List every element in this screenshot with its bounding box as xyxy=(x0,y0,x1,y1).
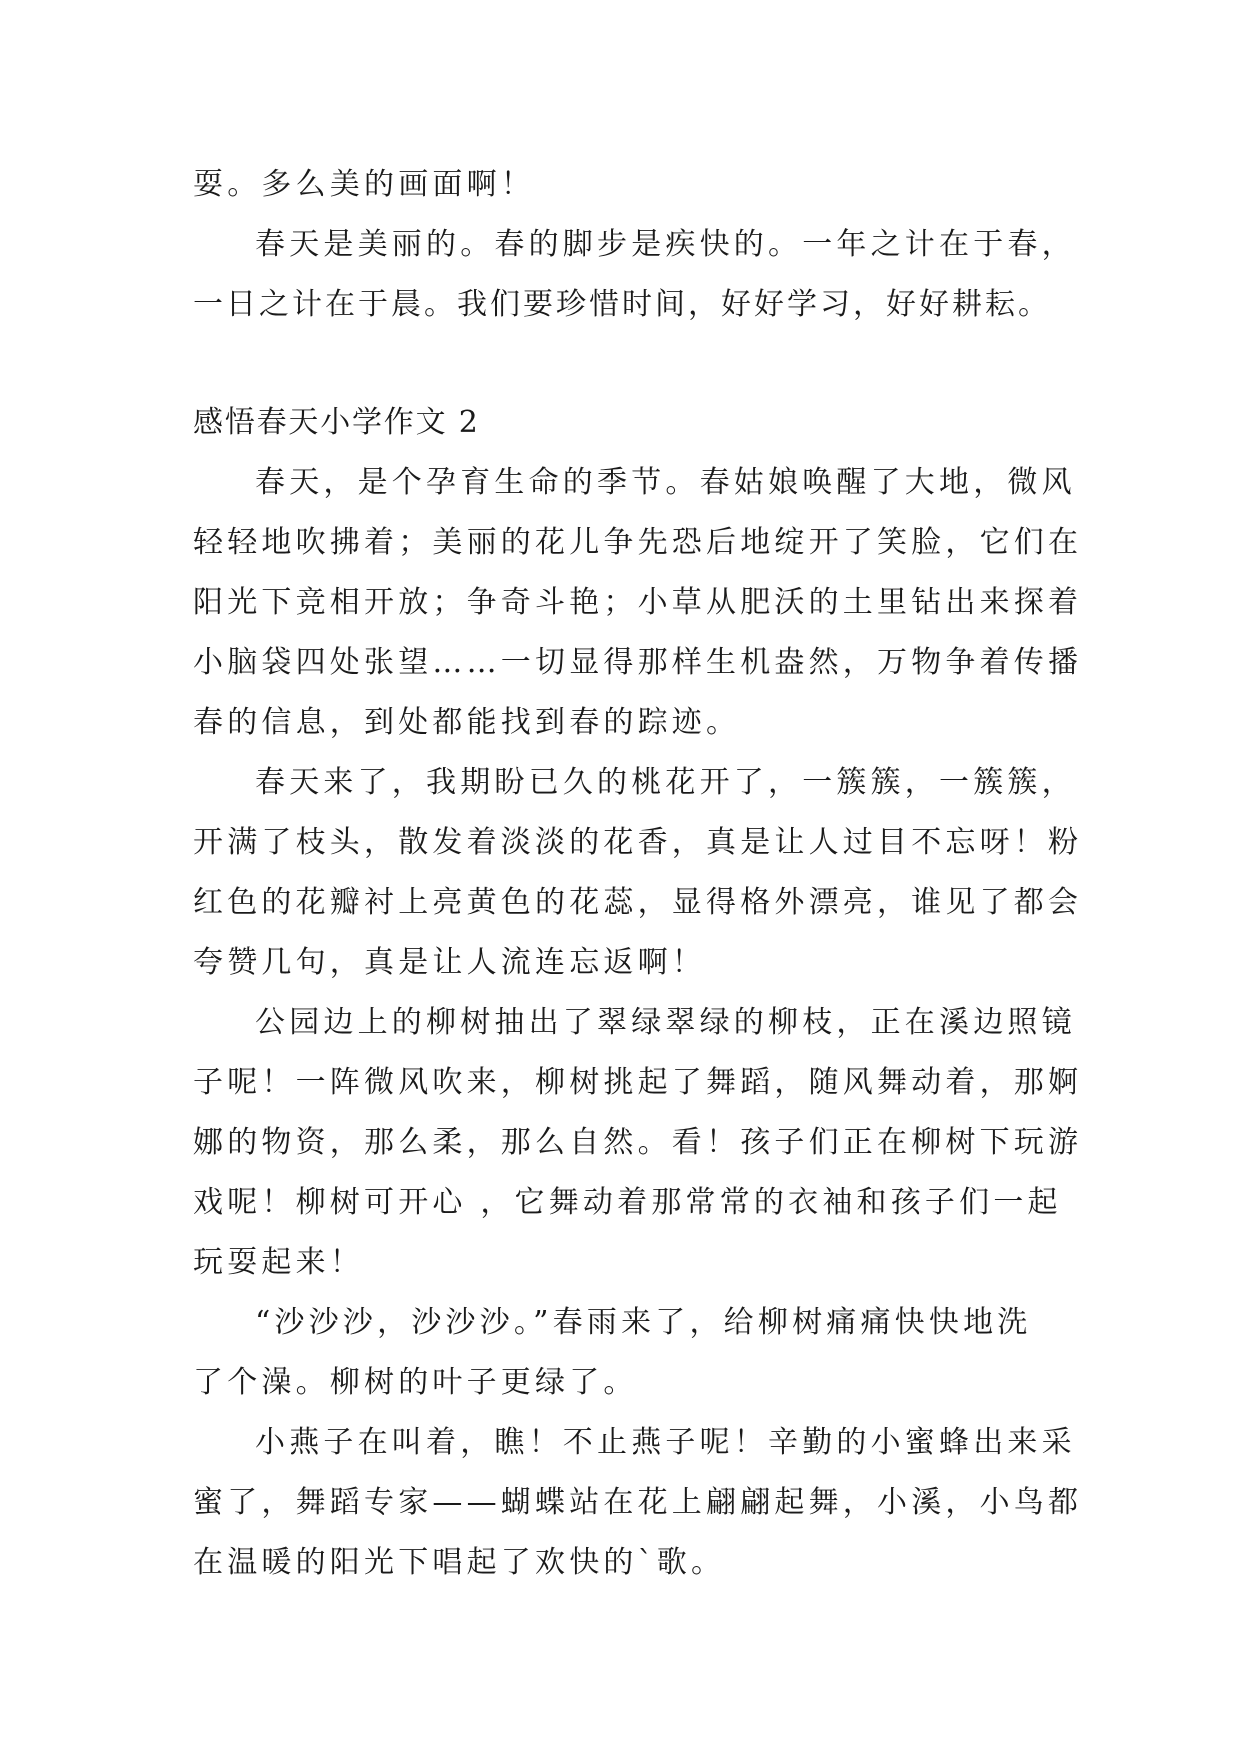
paragraph-5 xyxy=(193,1413,1083,1593)
intro-paragraph xyxy=(193,155,1053,215)
paragraph-1 xyxy=(193,453,1083,753)
text-line: 夸赞几句，真是让人流连忘返啊！ xyxy=(193,945,706,980)
paragraph-spring-beautiful xyxy=(193,215,1076,335)
text-line: 开满了枝头，散发着淡淡的花香，真是让人过目不忘呀！粉 xyxy=(193,825,1083,860)
text-line: 一日之计在于晨。我们要珍惜时间，好好学习，好好耕耘。 xyxy=(193,287,1051,322)
text-line: 小脑袋四处张望……一切显得那样生机盎然，万物争着传播 xyxy=(193,645,1083,680)
text-line: 娜的物资，那么柔，那么自然。看！孩子们正在柳树下玩游 xyxy=(193,1125,1083,1160)
text-line: 玩耍起来！ xyxy=(193,1245,364,1280)
text-line: 耍。多么美的画面啊！ xyxy=(193,167,535,202)
essay-heading: 感悟春天小学作文 2 xyxy=(193,405,480,440)
document-page xyxy=(193,155,1083,1593)
text-line: 春天是美丽的。春的脚步是疾快的。一年之计在于春， xyxy=(255,227,1076,262)
text-line: 在温暖的阳光下唱起了欢快的`歌。 xyxy=(193,1545,726,1580)
text-line: 轻轻地吹拂着；美丽的花儿争先恐后地绽开了笑脸，它们在 xyxy=(193,525,1083,560)
paragraph-3 xyxy=(193,993,1083,1293)
text-line: “沙沙沙，沙沙沙。”春雨来了，给柳树痛痛快快地洗 xyxy=(255,1305,1032,1340)
text-line: 红色的花瓣衬上亮黄色的花蕊，显得格外漂亮，谁见了都会 xyxy=(193,885,1083,920)
text-line: 小燕子在叫着，瞧！不止燕子呢！辛勤的小蜜蜂出来采 xyxy=(255,1425,1076,1460)
text-line: 蜜了，舞蹈专家——蝴蝶站在花上翩翩起舞，小溪，小鸟都 xyxy=(193,1485,1083,1520)
text-line: 春的信息，到处都能找到春的踪迹。 xyxy=(193,705,741,740)
text-line: 春天，是个孕育生命的季节。春姑娘唤醒了大地，微风 xyxy=(255,465,1076,500)
text-line: 子呢！一阵微风吹来，柳树挑起了舞蹈，随风舞动着，那婀 xyxy=(193,1065,1083,1100)
paragraph-4 xyxy=(193,1293,1053,1413)
text-line: 阳光下竞相开放；争奇斗艳；小草从肥沃的土里钻出来探着 xyxy=(193,585,1083,620)
paragraph-2 xyxy=(193,753,1083,993)
text-line: 了个澡。柳树的叶子更绿了。 xyxy=(193,1365,638,1400)
text-line: 春天来了，我期盼已久的桃花开了，一簇簇，一簇簇， xyxy=(255,765,1076,800)
text-line: 公园边上的柳树抽出了翠绿翠绿的柳枝，正在溪边照镜 xyxy=(255,1005,1076,1040)
text-line: 戏呢！柳树可开心 ，它舞动着那常常的衣袖和孩子们一起 xyxy=(193,1185,1062,1220)
